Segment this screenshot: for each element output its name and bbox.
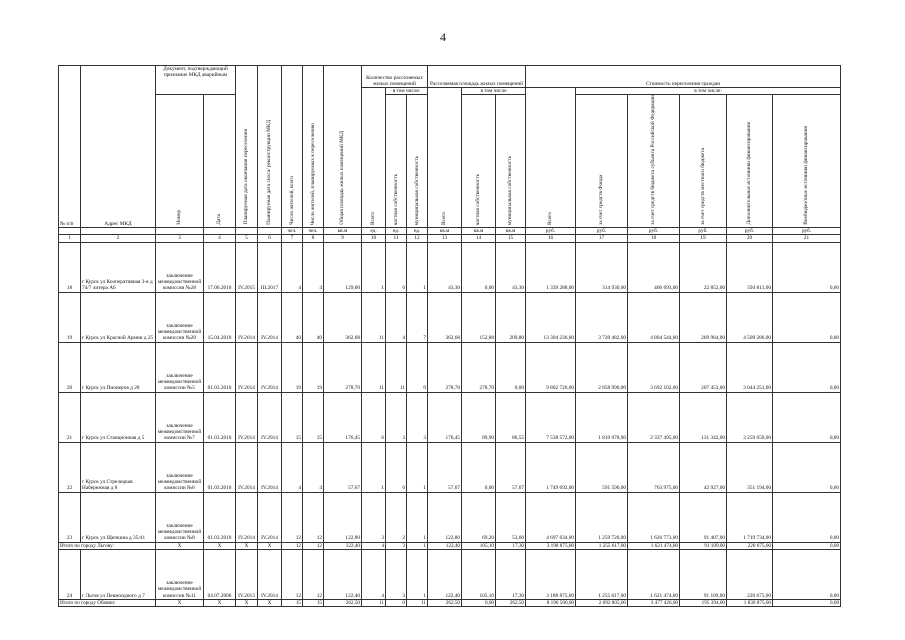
table-row	[59, 442, 841, 492]
column-number: 18	[628, 235, 680, 242]
row-value: 89,90	[462, 392, 496, 442]
total-value: 91 109,00	[680, 542, 727, 549]
row-address: г Курск ул Кооперативная 3-я д 74/7 литера А6	[81, 242, 156, 292]
column-number: 10	[362, 235, 386, 242]
row-value: 12	[282, 492, 303, 542]
table-row	[59, 492, 841, 542]
row-value: 314 930,00	[576, 242, 628, 292]
row-document: заключение межведомственной комиссии №7	[156, 392, 204, 442]
total-value: 0	[386, 599, 407, 606]
total-row	[59, 599, 841, 606]
header-area-total: Всего	[428, 88, 462, 228]
row-value: 0,00	[773, 549, 841, 599]
row-value: 269 964,00	[680, 292, 727, 342]
header-total-area: Общая площадь жилых помещений МКД	[324, 66, 362, 228]
header-cost-region: за счет средств бюджета субъекта Российской Федерации	[628, 95, 680, 228]
row-value: 91 109,00	[680, 549, 727, 599]
row-value: 1 749 692,00	[526, 442, 576, 492]
row-document: заключение межведомственной комиссии №20	[156, 292, 204, 342]
column-number: 11	[386, 235, 407, 242]
row-value: 19	[303, 342, 324, 392]
row-value: 1 621 474,00	[628, 549, 680, 599]
column-number: 20	[727, 235, 773, 242]
row-value: 12	[282, 549, 303, 599]
row-document: заключение межведомственной комиссии №8	[156, 492, 204, 542]
column-number: 19	[680, 235, 727, 242]
row-date: 01.03.2010	[204, 442, 236, 492]
total-value: 262,50	[496, 599, 526, 606]
row-value: 9 802 726,00	[526, 342, 576, 392]
header-rooms-municipal: муниципальная собственность	[407, 95, 428, 228]
unit-cell: ед.	[407, 228, 428, 235]
column-number: 14	[462, 235, 496, 242]
column-number: 4	[204, 235, 236, 242]
total-value: 0,00	[773, 542, 841, 549]
row-value: 131 342,00	[680, 392, 727, 442]
row-date: IV.2014	[258, 492, 282, 542]
row-value: 7	[407, 292, 428, 342]
row-value: 42 927,00	[680, 442, 727, 492]
row-value: 176,45	[428, 392, 462, 442]
row-value: 278,70	[324, 342, 362, 392]
row-address: г Курск ул Пионеров д 28	[81, 342, 156, 392]
row-date: 17.06.2010	[204, 242, 236, 292]
column-number: 5	[236, 235, 258, 242]
row-value: 91 407,00	[680, 492, 727, 542]
row-date: 01.03.2010	[204, 342, 236, 392]
row-value: 19	[282, 342, 303, 392]
row-value: 1 259 720,00	[576, 492, 628, 542]
total-value: 195 394,00	[680, 599, 727, 606]
total-label: Итого по городу Обояни:	[59, 599, 156, 606]
row-value: 2 337 495,00	[628, 392, 680, 442]
row-value: 3 692 102,00	[628, 342, 680, 392]
header-area-municipal: муниципальная собственность	[496, 95, 526, 228]
unit-cell: кв.м	[428, 228, 462, 235]
row-value: 22 852,00	[680, 242, 727, 292]
row-value: 3 188 875,00	[526, 549, 576, 599]
header-cost-group: Стоимость переселения граждан	[526, 66, 841, 88]
total-value: 3	[386, 542, 407, 549]
row-value: 7 538 572,00	[526, 392, 576, 442]
total-value: X	[156, 542, 204, 549]
row-document: заключение межведомственной комиссии №6	[156, 442, 204, 492]
row-address: г Курск ул Стрелецкая Набережная д 8	[81, 442, 156, 492]
header-cost-total: Всего	[526, 88, 576, 228]
row-address: г Курск ул Красной Армии д 25	[81, 292, 156, 342]
column-number: 16	[526, 235, 576, 242]
row-value: 362,68	[428, 292, 462, 342]
header-planned-demolition: Планируемая дата сноса/ реконструкции МКД	[258, 66, 282, 228]
row-number: 18	[59, 242, 81, 292]
header-cost-fund: за счет средств Фонда	[576, 95, 628, 228]
total-value: 105,10	[462, 542, 496, 549]
header-rooms-private: частная собственность	[386, 95, 407, 228]
table-row	[59, 342, 841, 392]
header-doc-date: Дата	[204, 95, 236, 228]
row-value: 4 804 544,00	[628, 292, 680, 342]
row-address: г Курск ул Станционная д 5	[81, 392, 156, 442]
row-value: 4	[303, 242, 324, 292]
unit-cell: руб.	[526, 228, 576, 235]
row-value: 122,80	[324, 492, 362, 542]
column-numbers-row	[59, 235, 841, 242]
unit-cell: ед.	[362, 228, 386, 235]
row-address: г Курск ул Щепкина д 35/41	[81, 492, 156, 542]
total-value: 8 196 500,00	[526, 599, 576, 606]
row-date: IV.2014	[258, 392, 282, 442]
row-number: 19	[59, 292, 81, 342]
row-date: IV.2014	[236, 342, 258, 392]
row-value: 4	[282, 242, 303, 292]
total-value: 0,00	[462, 599, 496, 606]
total-value: 4	[362, 542, 386, 549]
row-value: 1 626 773,00	[628, 492, 680, 542]
column-number: 2	[81, 235, 156, 242]
row-address: г Льгов ул Пешеходного д 7	[81, 549, 156, 599]
unit-cell: руб.	[727, 228, 773, 235]
row-value: 6	[362, 392, 386, 442]
row-value: 1	[362, 242, 386, 292]
row-value: 15	[303, 392, 324, 442]
row-value: 43,30	[428, 242, 462, 292]
total-value: 15	[282, 599, 303, 606]
row-date: IV.2013	[236, 549, 258, 599]
unit-cell: чел.	[303, 228, 324, 235]
total-value: 2 692 805,00	[576, 599, 628, 606]
row-number: 24	[59, 549, 81, 599]
column-number: 1	[59, 235, 81, 242]
row-value: 763 975,00	[628, 442, 680, 492]
row-value: 220 675,00	[727, 549, 773, 599]
total-value: 1 621 474,00	[628, 542, 680, 549]
row-value: 57,67	[428, 442, 462, 492]
header-cost-nonreturn: Внебюджетные источники финансирования	[773, 95, 841, 228]
row-value: 0	[386, 242, 407, 292]
header-address: Адрес МКД	[81, 66, 156, 228]
row-value: 3 720 482,00	[576, 292, 628, 342]
row-value: 0	[407, 342, 428, 392]
row-value: 207 453,00	[680, 342, 727, 392]
unit-cell: руб.	[576, 228, 628, 235]
row-date: IV.2014	[258, 549, 282, 599]
header-document: Документ, подтверждающий признание МКД аварийным	[156, 66, 236, 95]
total-value: 11	[362, 599, 386, 606]
row-date: IV.2014	[258, 442, 282, 492]
row-value: 1	[407, 442, 428, 492]
row-value: 17,30	[496, 549, 526, 599]
row-value: 278,70	[462, 342, 496, 392]
column-number: 12	[407, 235, 428, 242]
total-value: 12	[303, 542, 324, 549]
table-row	[59, 392, 841, 442]
row-value: 3	[386, 392, 407, 442]
row-value: 4 509 286,00	[727, 292, 773, 342]
row-value: 351 194,00	[727, 442, 773, 492]
row-document: заключение межведомственной комиссии №28	[156, 242, 204, 292]
row-date: IV.2014	[236, 392, 258, 442]
table-row	[59, 549, 841, 599]
header-planned-end: Планируемая дата окончания переселения	[236, 66, 258, 228]
row-value: 0,00	[773, 342, 841, 392]
total-value: X	[258, 542, 282, 549]
row-value: 1 810 078,00	[576, 392, 628, 442]
header-rooms-in-number: в том числе:	[386, 88, 428, 95]
row-date: IV.2014	[236, 492, 258, 542]
row-value: 122,80	[428, 492, 462, 542]
row-value: 3 044 251,00	[727, 342, 773, 392]
row-value: 0	[386, 442, 407, 492]
total-value: 262,50	[428, 599, 462, 606]
row-date: IV.2014	[258, 342, 282, 392]
total-row	[59, 542, 841, 549]
header-residents-planned: Число жителей, планируемых к переселению	[303, 66, 324, 228]
total-value: 1 830 875,00	[727, 599, 773, 606]
unit-cell: чел.	[282, 228, 303, 235]
row-value: 105,10	[462, 549, 496, 599]
header-cost-in-number: в том числе:	[576, 88, 841, 95]
row-value: 0,00	[773, 392, 841, 442]
row-value: 43,30	[496, 242, 526, 292]
row-number: 21	[59, 392, 81, 442]
total-value: 15	[303, 599, 324, 606]
row-value: 0,00	[462, 442, 496, 492]
row-value: 53,60	[496, 492, 526, 542]
column-number: 13	[428, 235, 462, 242]
row-value: 40	[282, 292, 303, 342]
row-date: III.2017	[258, 242, 282, 292]
row-date: 04.07.2006	[204, 549, 236, 599]
header-area-in-number: в том числе	[462, 88, 526, 95]
row-value: 362,68	[324, 292, 362, 342]
row-value: 11	[362, 342, 386, 392]
row-value: 57,67	[324, 442, 362, 492]
row-document: заключение межведомственной комиссии №5	[156, 342, 204, 392]
column-number: 17	[576, 235, 628, 242]
row-value: 152,88	[462, 292, 496, 342]
row-value: 11	[386, 342, 407, 392]
total-value: 3 198 875,00	[526, 542, 576, 549]
row-value: 1	[407, 549, 428, 599]
row-value: 3	[362, 492, 386, 542]
unit-cell: руб.	[628, 228, 680, 235]
row-value: 2 858 990,00	[576, 342, 628, 392]
row-value: 122,40	[428, 549, 462, 599]
unit-cell: руб.	[773, 228, 841, 235]
total-value: 12	[282, 542, 303, 549]
row-value: 4 697 634,00	[526, 492, 576, 542]
column-number: 6	[258, 235, 282, 242]
row-date: 01.03.2010	[204, 392, 236, 442]
header-num: № п/п	[59, 66, 81, 228]
row-value: 0,00	[773, 442, 841, 492]
column-number: 8	[303, 235, 324, 242]
unit-cell: кв.м	[462, 228, 496, 235]
page-number: 4	[440, 30, 446, 44]
header-rooms-group: Количество расселяемых жилых помещений	[362, 66, 428, 88]
row-value: 2	[386, 492, 407, 542]
column-number: 21	[773, 235, 841, 242]
row-number: 20	[59, 342, 81, 392]
total-value: 122,40	[324, 542, 362, 549]
row-value: 1	[407, 492, 428, 542]
row-value: 1	[362, 442, 386, 492]
row-date: IV.2014	[236, 442, 258, 492]
row-value: 1 719 734,00	[727, 492, 773, 542]
row-value: 591 596,00	[576, 442, 628, 492]
header-rooms-total: Всего	[362, 88, 386, 228]
row-value: 69,20	[462, 492, 496, 542]
total-value: 1	[407, 542, 428, 549]
row-date: IV.2014	[236, 292, 258, 342]
row-value: 3	[386, 549, 407, 599]
total-value: 11	[407, 599, 428, 606]
row-value: 1 255 617,00	[576, 549, 628, 599]
column-number: 7	[282, 235, 303, 242]
row-value: 4	[303, 442, 324, 492]
row-value: 0,00	[773, 242, 841, 292]
total-value: 0,00	[773, 599, 841, 606]
total-value: 122,40	[428, 542, 462, 549]
unit-cell: кв.м	[324, 228, 362, 235]
column-number: 15	[496, 235, 526, 242]
total-label: Итого по городу Льгову:	[59, 542, 156, 549]
header-area-group: Расселяемая площадь жилых помещений	[428, 66, 526, 88]
column-number: 9	[324, 235, 362, 242]
row-value: 1 339 288,00	[526, 242, 576, 292]
row-value: 12	[303, 492, 324, 542]
row-value: 12	[303, 549, 324, 599]
total-value: X	[236, 542, 258, 549]
row-value: 406 693,00	[628, 242, 680, 292]
row-value: 129,00	[324, 242, 362, 292]
row-value: 176,45	[324, 392, 362, 442]
row-value: 86,55	[496, 392, 526, 442]
row-value: 0,00	[496, 342, 526, 392]
unit-cell: руб.	[680, 228, 727, 235]
table-row	[59, 292, 841, 342]
total-value: 262,50	[324, 599, 362, 606]
row-number: 23	[59, 492, 81, 542]
header-residents-total: Число жителей, всего	[282, 66, 303, 228]
total-value: X	[156, 599, 204, 606]
column-number: 3	[156, 235, 204, 242]
table-row	[59, 242, 841, 292]
unit-cell: ед.	[386, 228, 407, 235]
row-value: 13 304 236,00	[526, 292, 576, 342]
row-value: 4	[386, 292, 407, 342]
row-value: 57,67	[496, 442, 526, 492]
row-value: 3 259 659,00	[727, 392, 773, 442]
total-value: 1 255 617,00	[576, 542, 628, 549]
row-value: 594 813,00	[727, 242, 773, 292]
row-value: 0,00	[462, 242, 496, 292]
row-value: 40	[303, 292, 324, 342]
row-value: 4	[362, 549, 386, 599]
row-value: 1	[407, 242, 428, 292]
row-value: 122,40	[324, 549, 362, 599]
header-area-private: частная собственность	[462, 95, 496, 228]
row-date: IV.2015	[236, 242, 258, 292]
header-cost-additional: Дополнительные источники финансирования	[727, 95, 773, 228]
units-row	[59, 228, 841, 235]
resettlement-table	[58, 65, 841, 607]
header-cost-local: за счет средств местного бюджета	[680, 95, 727, 228]
total-value: X	[204, 599, 236, 606]
row-document: заключение межведомственной комиссии №11	[156, 549, 204, 599]
row-value: 11	[362, 292, 386, 342]
row-date: 15.04.2010	[204, 292, 236, 342]
header-doc-number: Номер	[156, 95, 204, 228]
row-value: 3	[407, 392, 428, 442]
row-value: 0,00	[773, 492, 841, 542]
unit-cell: кв.м	[496, 228, 526, 235]
row-value: 278,70	[428, 342, 462, 392]
total-value: X	[204, 542, 236, 549]
total-value: X	[236, 599, 258, 606]
total-value: 3 477 426,00	[628, 599, 680, 606]
row-number: 22	[59, 442, 81, 492]
row-value: 209,80	[496, 292, 526, 342]
row-value: 4	[282, 442, 303, 492]
row-value: 15	[282, 392, 303, 442]
row-date: IV.2014	[258, 292, 282, 342]
row-value: 0,00	[773, 292, 841, 342]
row-date: 01.03.2010	[204, 492, 236, 542]
total-value: 220 675,00	[727, 542, 773, 549]
total-value: 17,30	[496, 542, 526, 549]
total-value: X	[258, 599, 282, 606]
